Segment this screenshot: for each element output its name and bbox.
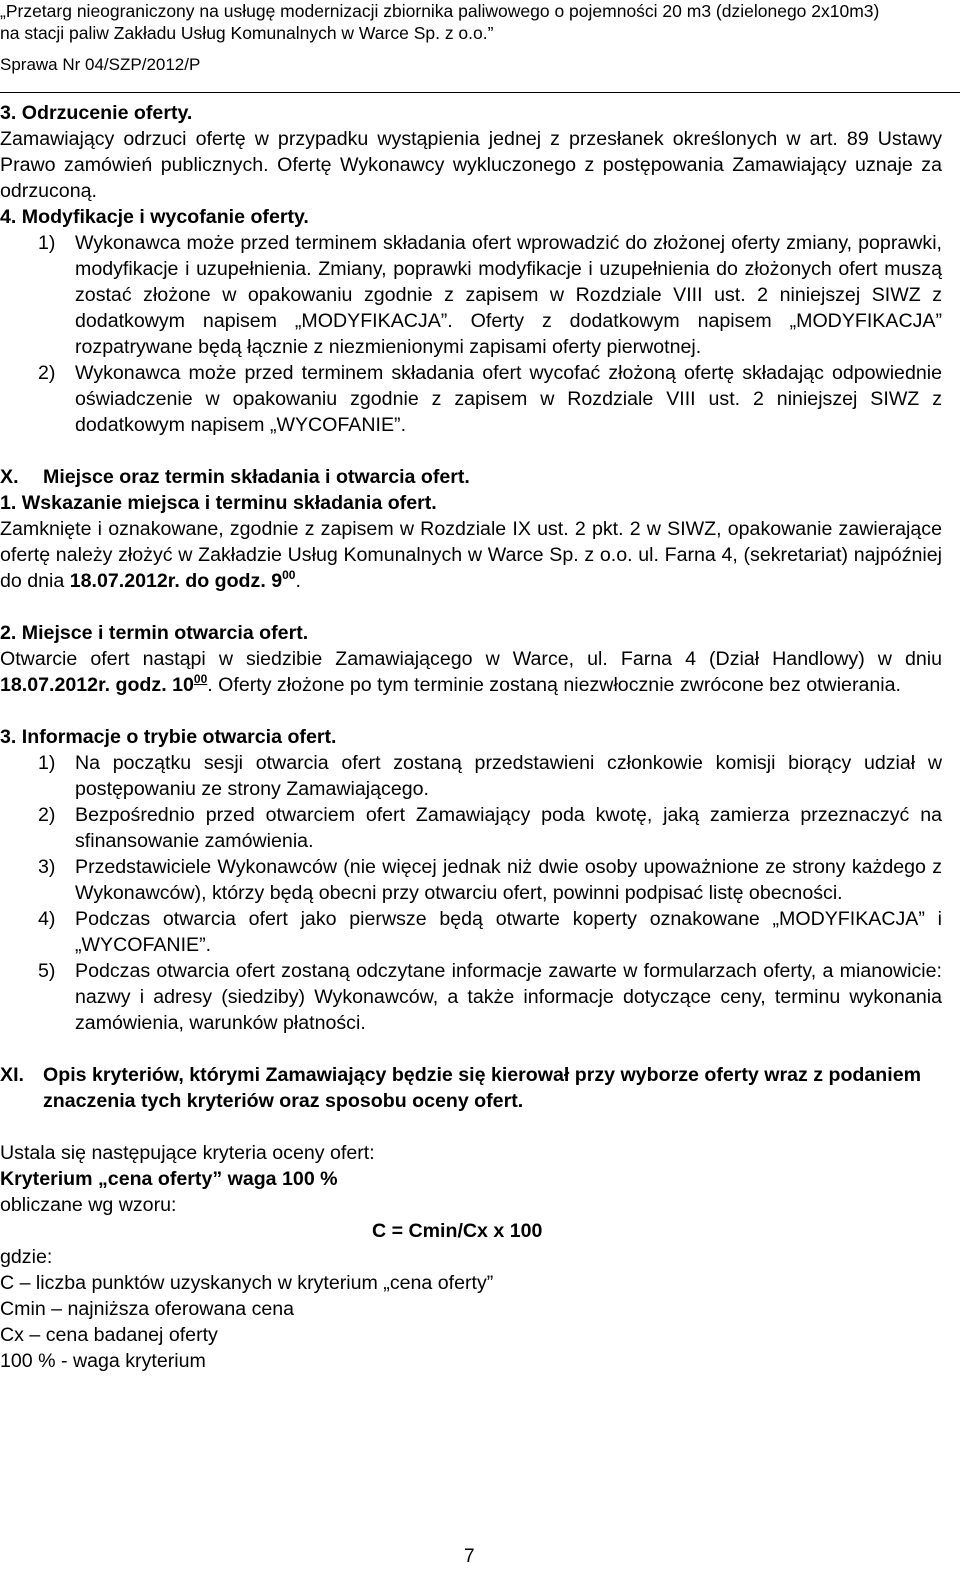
definition-weight: 100 % - waga kryterium [0,1350,206,1372]
list-item-text: Przedstawiciele Wykonawców (nie więcej jednak niż dwie osoby upoważnione ze strony każdego z Wykonawców), którzy będą obecni przy otwarciu ofert, powinni podpisać listę obecności. [75,856,942,904]
price-formula: C = Cmin/Cx x 100 [372,1220,543,1242]
list-item-text: Bezpośrednio przed otwarciem ofert Zamawiający poda kwotę, jaką zamierza przeznaczyć na sfinansowanie zamówienia. [75,804,942,852]
section-3-heading: 3. Odrzucenie oferty. [0,102,193,124]
list-item-text: Wykonawca może przed terminem składania ofert wycofać złożoną ofertę składając odpowiednie oświadczenie w opakowaniu zgodnie z zapisem w Rozdziale VIII ust. 2 niniejszej SIWZ z dodatkowym napisem „WYCOFANIE”. [75,362,942,436]
list-item-text: Podczas otwarcia ofert zostaną odczytane informacje zawarte w formularzach oferty, a mianowicie: nazwy i adresy (siedziby) Wykonawców, a także informacje dotyczące ceny, terminu wykonania zamówienia, warunków płatności. [75,960,942,1034]
list-item-number: 3) [38,856,56,878]
list-item [0,230,942,360]
subsection-2-text: Otwarcie ofert nastąpi w siedzibie Zamawiającego w Warce, ul. Farna 4 (Dział Handlowy) w dniu 18.07.2012r. godz. $10^{00}$. Oferty złożone po tym terminie zostaną niezwłocznie zwrócone bez otwierania. [0,648,942,696]
header-divider [0,92,960,93]
opening-date: 18.07.2012r. godz. 10 [0,674,194,696]
definition-cx: Cx – cena badanej oferty [0,1324,218,1346]
section-4-heading: 4. Modyfikacje i wycofanie oferty. [0,206,309,228]
criterion-price: Kryterium „cena oferty” waga 100 % [0,1168,338,1190]
document-body [0,100,942,1374]
section-x-number: X. [0,466,19,488]
list-item [0,958,942,1036]
list-item [0,802,942,854]
section-3-text: Zamawiający odrzuci ofertę w przypadku wystąpienia jednej z przesłanek określonych w art. 89 Ustawy Prawo zamówień publicznych. Ofertę Wykonawcy wykluczonego z postępowania Zamawiający uznaje za odrzuconą. [0,128,942,202]
subsection-3-heading: 3. Informacje o trybie otwarcia ofert. [0,726,337,748]
subsection-1-text: Zamknięte i oznakowane, zgodnie z zapisem w Rozdziale IX ust. 2 pkt. 2 w SIWZ, opakowanie zawierające ofertę należy złożyć w Zakładzie Usług Komunalnych w Warce Sp. z o.o. ul. Farna 4, (sekretariat) najpóźniej do dnia 18.07.2012r. do godz. $9^{00}$. [0,518,942,592]
list-item-text: Podczas otwarcia ofert jako pierwsze będą otwarte koperty oznakowane „MODYFIKACJA” i „WYCOFANIE”. [75,908,942,956]
list-item [0,906,942,958]
criteria-intro: Ustala się następujące kryteria oceny ofert: [0,1142,375,1164]
subsection-1-heading: 1. Wskazanie miejsca i terminu składania ofert. [0,492,437,514]
list-item-number: 4) [38,908,56,930]
document-header [0,0,960,76]
subsection-2-heading: 2. Miejsce i termin otwarcia ofert. [0,622,309,644]
list-item [0,750,942,802]
list-item [0,360,942,438]
section-x-title: Miejsce oraz termin składania i otwarcia ofert. [43,466,470,488]
list-item-number: 2) [38,362,56,384]
tender-title-line-1: „Przetarg nieograniczony na usługę modernizacji zbiornika paliwowego o pojemności 20 m3 (dzielonego 2x10m3) [0,1,880,21]
section-xi-title: Opis kryteriów, którymi Zamawiający będzie się kierował przy wyborze oferty wraz z podaniem znaczenia tych kryteriów oraz sposobu oceny ofert. [43,1064,922,1112]
opening-minutes: 00 [193,672,208,686]
list-item-text: Na początku sesji otwarcia ofert zostaną przedstawieni członkowie komisji biorący udział w postępowaniu ze strony Zamawiającego. [75,752,942,800]
section-xi-heading [0,1062,942,1114]
deadline-minutes: 00 [282,568,296,582]
submission-text: Zamknięte i oznakowane, zgodnie z zapisem w Rozdziale IX ust. 2 pkt. 2 w SIWZ, opakowanie zawierające ofertę należy złożyć w Zakładzie Usług Komunalnych w Warce Sp. z o.o. ul. Farna 4, (sekretariat) najpóźniej do dnia [0,518,942,592]
list-item-number: 1) [38,232,56,254]
page-number: 7 [464,1546,475,1567]
list-item [0,854,942,906]
case-number: Sprawa Nr 04/SZP/2012/P [0,55,201,74]
list-item-number: 1) [38,752,56,774]
tender-title-line-2: na stacji paliw Zakładu Usług Komunalnych w Warce Sp. z o.o.” [0,23,494,43]
definition-cmin: Cmin – najniższa oferowana cena [0,1298,295,1320]
list-item-number: 2) [38,804,56,826]
section-x-heading [0,464,942,490]
definition-c: C – liczba punktów uzyskanych w kryterium „cena oferty” [0,1272,494,1294]
list-item-number: 5) [38,960,56,982]
section-xi-number: XI. [0,1064,24,1086]
where-label: gdzie: [0,1246,53,1268]
calculation-note: obliczane wg wzoru: [0,1194,177,1216]
submission-deadline: 18.07.2012r. do godz. 9 [69,570,283,592]
list-item-text: Wykonawca może przed terminem składania ofert wprowadzić do złożonej oferty zmiany, poprawki, modyfikacje i uzupełnienia. Zmiany, poprawki modyfikacje i uzupełnienia do złożonych ofert muszą zostać złożone w opakowaniu zgodnie z zapisem w Rozdziale VIII ust. 2 niniejszej SIWZ z dodatkowym napisem „MODYFIKACJA”. Oferty z dodatkowym napisem „MODYFIKACJA” rozpatrywane będą łącznie z niezmienionymi zapisami oferty pierwotnej. [75,232,942,358]
